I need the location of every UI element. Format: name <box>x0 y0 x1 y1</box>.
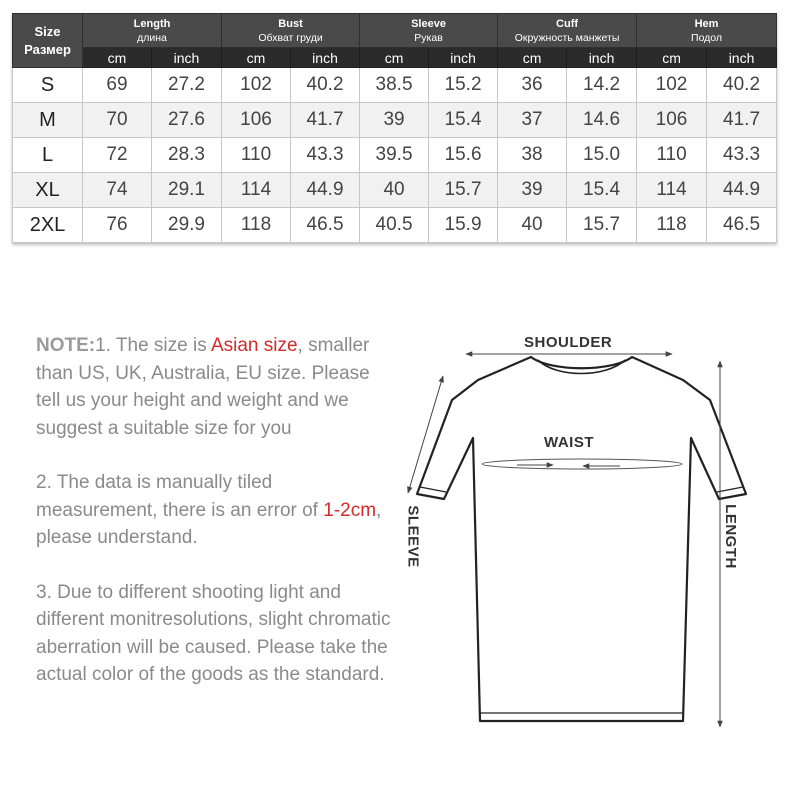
unit-cm-header: cm <box>83 48 152 68</box>
measurement-cell: 36 <box>498 68 567 103</box>
measurement-cell: 29.1 <box>152 173 222 208</box>
measurement-cell: 69 <box>83 68 152 103</box>
note-3: 3. Due to different shooting light and different monitresolutions, slight chromatic aberration will be caused. Please take the actual color of the goods as the standard. <box>36 581 391 685</box>
measurement-cell: 41.7 <box>291 103 360 138</box>
measurement-cell: 40.2 <box>291 68 360 103</box>
unit-cm-header: cm <box>222 48 291 68</box>
measurement-cell: 37 <box>498 103 567 138</box>
unit-cm-header: cm <box>637 48 707 68</box>
unit-inch-header: inch <box>707 48 777 68</box>
measurement-cell: 76 <box>83 208 152 243</box>
measurement-cell: 40 <box>498 208 567 243</box>
unit-inch-header: inch <box>429 48 498 68</box>
measurement-cell: 43.3 <box>291 138 360 173</box>
measurement-cell: 106 <box>637 103 707 138</box>
size-cell: M <box>13 103 83 138</box>
measurement-cell: 118 <box>222 208 291 243</box>
measurement-cell: 70 <box>83 103 152 138</box>
measurement-cell: 114 <box>637 173 707 208</box>
size-cell: 2XL <box>13 208 83 243</box>
hem-column-header: Hem Подол <box>637 14 777 48</box>
cuff-column-header: Cuff Окружность манжеты <box>498 14 637 48</box>
unit-cm-header: cm <box>360 48 429 68</box>
measurement-cell: 118 <box>637 208 707 243</box>
measurement-cell: 43.3 <box>707 138 777 173</box>
waist-label: WAIST <box>544 434 594 451</box>
size-column-header: Size Размер <box>13 14 83 68</box>
error-range-highlight: 1-2cm <box>323 499 377 521</box>
measurement-cell: 40.2 <box>707 68 777 103</box>
unit-cm-header: cm <box>498 48 567 68</box>
measurement-cell: 44.9 <box>291 173 360 208</box>
measurement-cell: 72 <box>83 138 152 173</box>
measurement-cell: 110 <box>637 138 707 173</box>
sleeve-column-header: Sleeve Рукав <box>360 14 498 48</box>
asian-size-highlight: Asian size <box>210 335 298 356</box>
measurement-cell: 102 <box>637 68 707 103</box>
measurement-cell: 28.3 <box>152 138 222 173</box>
unit-inch-header: inch <box>291 48 360 68</box>
measurement-cell: 38.5 <box>360 68 429 103</box>
measurement-cell: 14.6 <box>567 103 637 138</box>
measurement-cell: 15.4 <box>567 173 637 208</box>
measurement-cell: 29.9 <box>152 208 222 243</box>
measurement-cell: 102 <box>222 68 291 103</box>
measurement-cell: 15.7 <box>429 173 498 208</box>
measurement-cell: 15.9 <box>429 208 498 243</box>
measurement-cell: 39 <box>360 103 429 138</box>
size-cell: XL <box>13 173 83 208</box>
measurement-cell: 74 <box>83 173 152 208</box>
measurement-cell: 14.2 <box>567 68 637 103</box>
length-label: LENGTH <box>721 504 739 569</box>
measurement-cell: 27.6 <box>152 103 222 138</box>
measurement-cell: 46.5 <box>291 208 360 243</box>
measurement-cell: 110 <box>222 138 291 173</box>
measurement-cell: 15.7 <box>567 208 637 243</box>
measurement-cell: 106 <box>222 103 291 138</box>
note-2: 2. The data is manually tiled measurement, there is an error of 1-2cm, please understand. <box>36 472 382 548</box>
measurement-cell: 27.2 <box>152 68 222 103</box>
unit-inch-header: inch <box>152 48 222 68</box>
sleeve-label: SLEEVE <box>404 505 422 568</box>
shoulder-label: SHOULDER <box>524 334 613 351</box>
length-column-header: Length длина <box>83 14 222 48</box>
measurement-cell: 15.2 <box>429 68 498 103</box>
size-cell: S <box>13 68 83 103</box>
measurement-cell: 39 <box>498 173 567 208</box>
bust-column-header: Bust Обхват груди <box>222 14 360 48</box>
note-1: NOTE:1. The size is Asian size, smaller than US, UK, Australia, EU size. Please tell us your height and weight and we suggest a suitable size for you <box>36 335 370 439</box>
measurement-cell: 40.5 <box>360 208 429 243</box>
measurement-cell: 114 <box>222 173 291 208</box>
measurement-cell: 39.5 <box>360 138 429 173</box>
measurement-cell: 44.9 <box>707 173 777 208</box>
tshirt-outline <box>417 357 746 721</box>
measurement-cell: 40 <box>360 173 429 208</box>
size-cell: L <box>13 138 83 173</box>
measurement-cell: 38 <box>498 138 567 173</box>
measurement-cell: 41.7 <box>707 103 777 138</box>
measurement-cell: 15.6 <box>429 138 498 173</box>
unit-inch-header: inch <box>567 48 637 68</box>
measurement-cell: 15.0 <box>567 138 637 173</box>
measurement-cell: 46.5 <box>707 208 777 243</box>
measurement-cell: 15.4 <box>429 103 498 138</box>
